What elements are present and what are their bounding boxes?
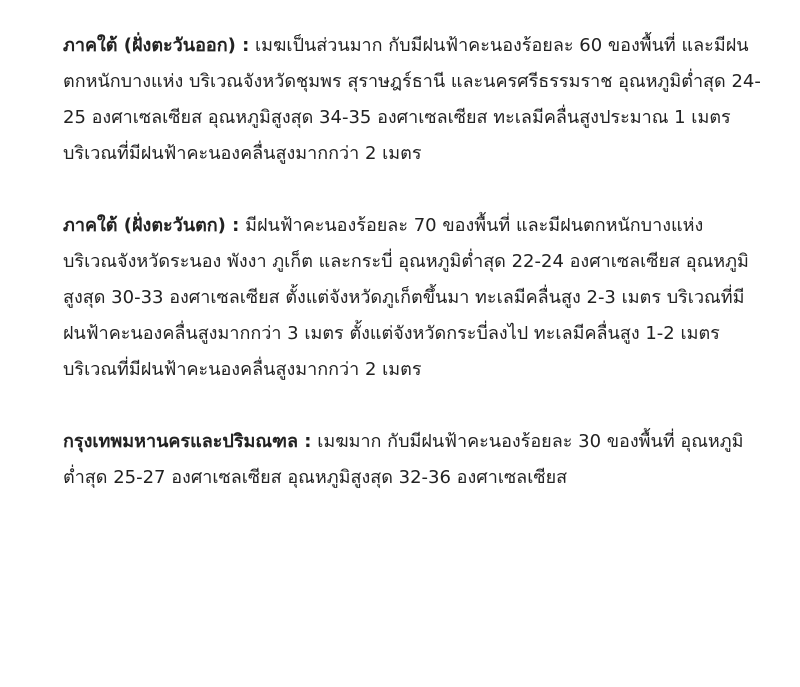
region-heading: กรุงเทพมหานครและปริมณฑล : [63,431,312,452]
forecast-south-east [63,28,763,172]
forecast-text: เมฆเป็นส่วนมาก กับมีฝนฟ้าคะนองร้อยละ 60 ของพื้นที่ และมีฝนตกหนักบางแห่ง บริเวณจังหวัดชุมพร สุราษฎร์ธานี และนครศรีธรรมราช อุณหภูมิต่ำสุด 24-25 องศาเซลเซียส อุณหภูมิสูงสุด 34-35 องศาเซลเซียส ทะเลมีคลื่นสูงประมาณ 1 เมตร บริเวณที่มีฝนฟ้าคะนองคลื่นสูงมากกว่า 2 เมตร [63,35,761,164]
forecast-south-west [63,208,763,388]
forecast-text: มีฝนฟ้าคะนองร้อยละ 70 ของพื้นที่ และมีฝนตกหนักบางแห่ง บริเวณจังหวัดระนอง พังงา ภูเก็ต และกระบี่ อุณหภูมิต่ำสุด 22-24 องศาเซลเซียส อุณหภูมิสูงสุด 30-33 องศาเซลเซียส ตั้งแต่จังหวัดภูเก็ตขึ้นมา ทะเลมีคลื่นสูง 2-3 เมตร บริเวณที่มีฝนฟ้าคะนองคลื่นสูงมากกว่า 3 เมตร ตั้งแต่จังหวัดกระบี่ลงไป ทะเลมีคลื่นสูง 1-2 เมตร บริเวณที่มีฝนฟ้าคะนองคลื่นสูงมากกว่า 2 เมตร [63,215,749,380]
region-heading: ภาคใต้ (ฝั่งตะวันตก) : [63,215,240,236]
forecast-text: เมฆมาก กับมีฝนฟ้าคะนองร้อยละ 30 ของพื้นที่ อุณหภูมิต่ำสุด 25-27 องศาเซลเซียส อุณหภูมิสูงสุด 32-36 องศาเซลเซียส [63,431,744,488]
forecast-bangkok [63,424,763,496]
weather-forecast-article [63,28,763,532]
region-heading: ภาคใต้ (ฝั่งตะวันออก) : [63,35,250,56]
